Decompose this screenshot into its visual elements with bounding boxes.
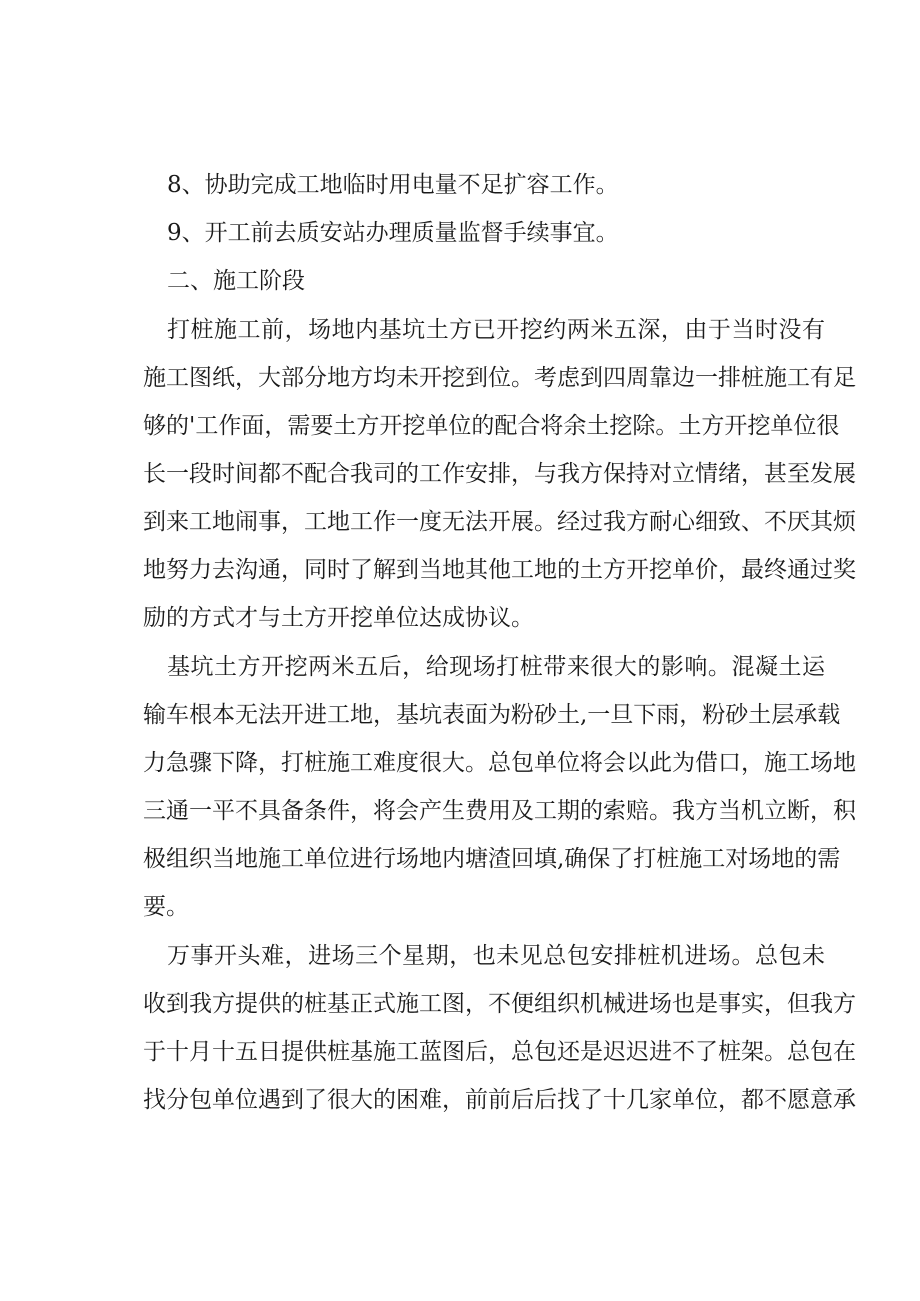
paragraph-1-line-5: 到来工地闹事，工地工作一度无法开展。经过我方耐心细致、不厌其烦 bbox=[143, 509, 856, 535]
paragraph-2-line-6: 要。 bbox=[143, 894, 189, 920]
paragraph-2-line-5: 极组织当地施工单位进行场地内塘渣回填,确保了打桩施工对场地的需 bbox=[143, 846, 841, 872]
paragraph-1-line-3: 够的'工作面，需要土方开挖单位的配合将余土挖除。土方开挖单位很 bbox=[143, 413, 840, 439]
paragraph-2-line-3: 力急骤下降，打桩施工难度很大。总包单位将会以此为借口，施工场地 bbox=[143, 750, 856, 776]
paragraph-1-line-4: 长一段时间都不配合我司的工作安排，与我方保持对立情绪，甚至发展 bbox=[143, 461, 856, 487]
paragraph-3-line-1: 万事开头难，进场三个星期，也未见总包安排桩机进场。总包未 bbox=[167, 943, 825, 969]
paragraph-2-line-4: 三通一平不具备条件，将会产生费用及工期的索赔。我方当机立断，积 bbox=[143, 798, 856, 824]
paragraph-3-line-4: 找分包单位遇到了很大的困难，前前后后找了十几家单位，都不愿意承 bbox=[143, 1087, 856, 1113]
list-item-9: 9、开工前去质安站办理质量监督手续事宜。 bbox=[167, 220, 619, 246]
section-heading: 二、施工阶段 bbox=[167, 268, 305, 294]
list-item-8: 8、协助完成工地临时用电量不足扩容工作。 bbox=[167, 172, 619, 198]
paragraph-1-line-2: 施工图纸，大部分地方均未开挖到位。考虑到四周靠边一排桩施工有足 bbox=[143, 365, 856, 391]
paragraph-3-line-2: 收到我方提供的桩基正式施工图，不便组织机械进场也是事实，但我方 bbox=[143, 991, 856, 1017]
paragraph-2-line-1: 基坑土方开挖两米五后，给现场打桩带来很大的影响。混凝土运 bbox=[167, 654, 825, 680]
paragraph-2-line-2: 输车根本无法开进工地，基坑表面为粉砂土,一旦下雨，粉砂土层承载 bbox=[143, 702, 841, 728]
paragraph-1-line-7: 励的方式才与土方开挖单位达成协议。 bbox=[143, 605, 534, 631]
paragraph-1-line-6: 地努力去沟通，同时了解到当地其他工地的土方开挖单价，最终通过奖 bbox=[143, 557, 856, 583]
paragraph-1-line-1: 打桩施工前，场地内基坑土方已开挖约两米五深，由于当时没有 bbox=[167, 317, 825, 343]
paragraph-3-line-3: 于十月十五日提供桩基施工蓝图后，总包还是迟迟进不了桩架。总包在 bbox=[143, 1039, 856, 1065]
